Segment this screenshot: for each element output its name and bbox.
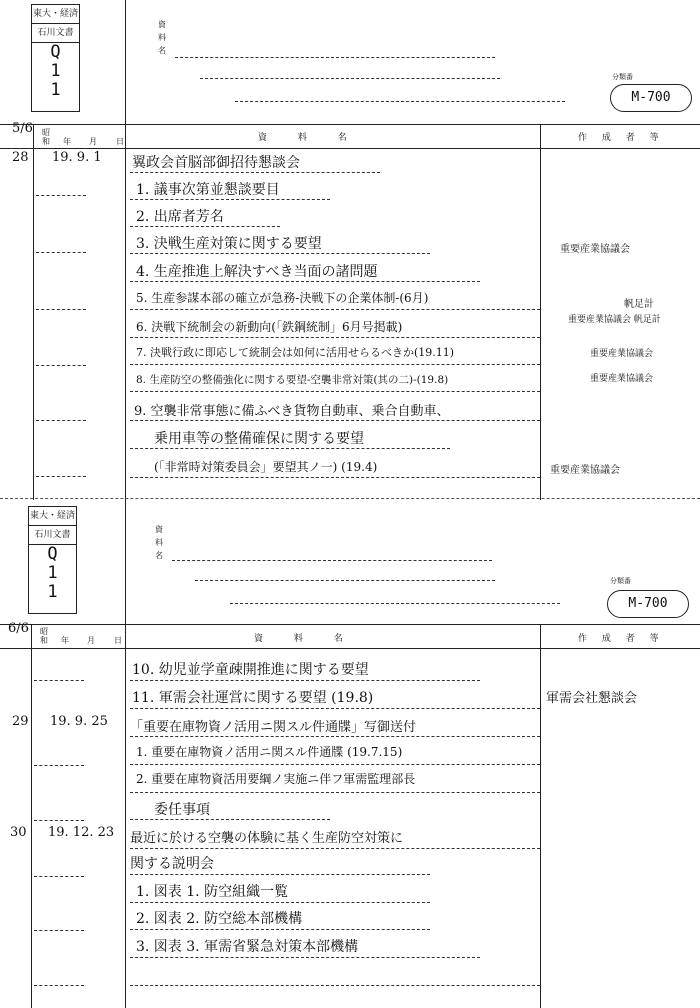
entry-title: 6. 決戦下統制会の新動向(「鉄鋼統制」6月号掲載): [136, 320, 403, 334]
entry-title: 3. 決戦生産対策に関する要望: [136, 236, 322, 252]
entry-title: 5. 生産参謀本部の確立が急務-決戦下の企業体制-(6月): [136, 291, 429, 305]
entry-author: 帆足計: [624, 299, 654, 310]
entry-title: (「非常時対策委員会」要望其ノ一) (19.4): [154, 460, 378, 474]
header-title: 資 料 名: [254, 634, 357, 644]
shiryo-char: 名: [158, 46, 166, 55]
bunrui-value: M-700: [607, 590, 689, 618]
entry-date: 19. 9. 25: [50, 714, 108, 729]
entry-title: 翼政会首脳部御招待懇談会: [132, 155, 300, 171]
stamp-code-1: Q: [50, 42, 61, 62]
shiryo-char: 料: [158, 33, 166, 42]
entry-title: 関する説明会: [130, 856, 214, 872]
header-year: 年: [61, 636, 69, 645]
card-date-mark: 6/6: [8, 621, 29, 636]
stamp-code-1: Q: [47, 544, 58, 564]
header-day: 日: [116, 137, 124, 146]
entry-author: 重要産業協議会: [590, 374, 654, 384]
entry-no: 30: [10, 825, 27, 840]
header-month: 月: [89, 137, 97, 146]
bunrui-label: 分類番: [612, 73, 633, 81]
entry-date: 19. 12. 23: [48, 825, 115, 840]
entry-author: 重要産業協議会: [590, 349, 654, 359]
entry-title: 10. 幼児並学童疎開推進に関する要望: [132, 662, 369, 678]
shiryo-char: 資: [158, 20, 166, 29]
entry-no: 28: [12, 150, 29, 165]
shiryo-char: 資: [155, 525, 163, 534]
shiryo-char: 料: [155, 538, 163, 547]
entry-title: 9. 空襲非常事態に備ふべき貨物自動車、乗合自動車、: [134, 404, 450, 419]
entry-title: 乗用車等の整備確保に関する要望: [154, 431, 364, 447]
stamp-code-2: 1: [50, 61, 61, 81]
entry-title: 1. 重要在庫物資ノ活用ニ関スル件通牒 (19.7.15): [136, 745, 403, 759]
header-year: 年: [63, 137, 71, 146]
header-era: 昭和: [40, 627, 48, 645]
entry-title: 1. 図表 1. 防空組織一覧: [136, 884, 289, 900]
entry-title: 2. 出席者芳名: [136, 209, 224, 225]
entry-title: 委任事項: [154, 802, 210, 818]
entry-title: 「重要在庫物資ノ活用ニ関スル件通牒」写御送付: [130, 720, 417, 735]
header-era: 昭和: [42, 128, 50, 146]
entry-title: 7. 決戦行政に即応して統制会は如何に活用せらるべきか(19.11): [136, 346, 455, 359]
entry-title: 8. 生産防空の整備強化に関する要望-空襲非常対策(其の二)-(19.8): [136, 374, 449, 386]
stamp-code-3: 1: [47, 582, 58, 602]
header-author: 作 成 者 等: [578, 133, 665, 143]
shiryo-label: [158, 18, 168, 57]
stamp-line-2: 石川文書: [29, 526, 76, 545]
shiryo-char: 名: [155, 551, 163, 560]
entry-title: 最近に於ける空襲の体験に基く生産防空対策に: [130, 831, 404, 846]
ownership-stamp: [31, 4, 80, 112]
entry-author: 軍需会社懇談会: [546, 691, 638, 706]
header-month: 月: [87, 636, 95, 645]
stamp-code-3: 1: [50, 80, 61, 100]
ownership-stamp: [28, 506, 77, 614]
entry-title: 4. 生産推進上解決すべき当面の諸問題: [136, 264, 378, 280]
entry-title: 1. 議事次第並懇談要目: [136, 182, 280, 198]
stamp-line-2: 石川文書: [32, 24, 79, 43]
entry-title: 3. 図表 3. 軍需省緊急対策本部機構: [136, 939, 359, 955]
entry-title: 2. 図表 2. 防空総本部機構: [136, 911, 303, 927]
entry-author: 重要産業協議会: [560, 244, 630, 255]
bunrui-value: M-700: [610, 84, 692, 112]
entry-title: 2. 重要在庫物資活用要綱ノ実施ニ伴フ軍需監理部長: [136, 772, 416, 786]
stamp-line-1: 東大・経済: [32, 5, 79, 24]
header-day: 日: [114, 636, 122, 645]
header-author: 作 成 者 等: [578, 634, 665, 644]
card-date-mark: 5/6: [12, 121, 33, 136]
stamp-code-2: 1: [47, 563, 58, 583]
bunrui-label: 分類番: [610, 577, 631, 585]
entry-author: 重要産業協議会: [550, 465, 620, 476]
entry-no: 29: [12, 714, 29, 729]
shiryo-label: [155, 523, 165, 562]
entry-title: 11. 軍需会社運営に関する要望 (19.8): [132, 690, 374, 706]
entry-author: 重要産業協議会 帆足計: [568, 315, 661, 325]
header-title: 資 料 名: [258, 133, 361, 143]
stamp-line-1: 東大・経済: [29, 507, 76, 526]
entry-date: 19. 9. 1: [52, 150, 102, 165]
